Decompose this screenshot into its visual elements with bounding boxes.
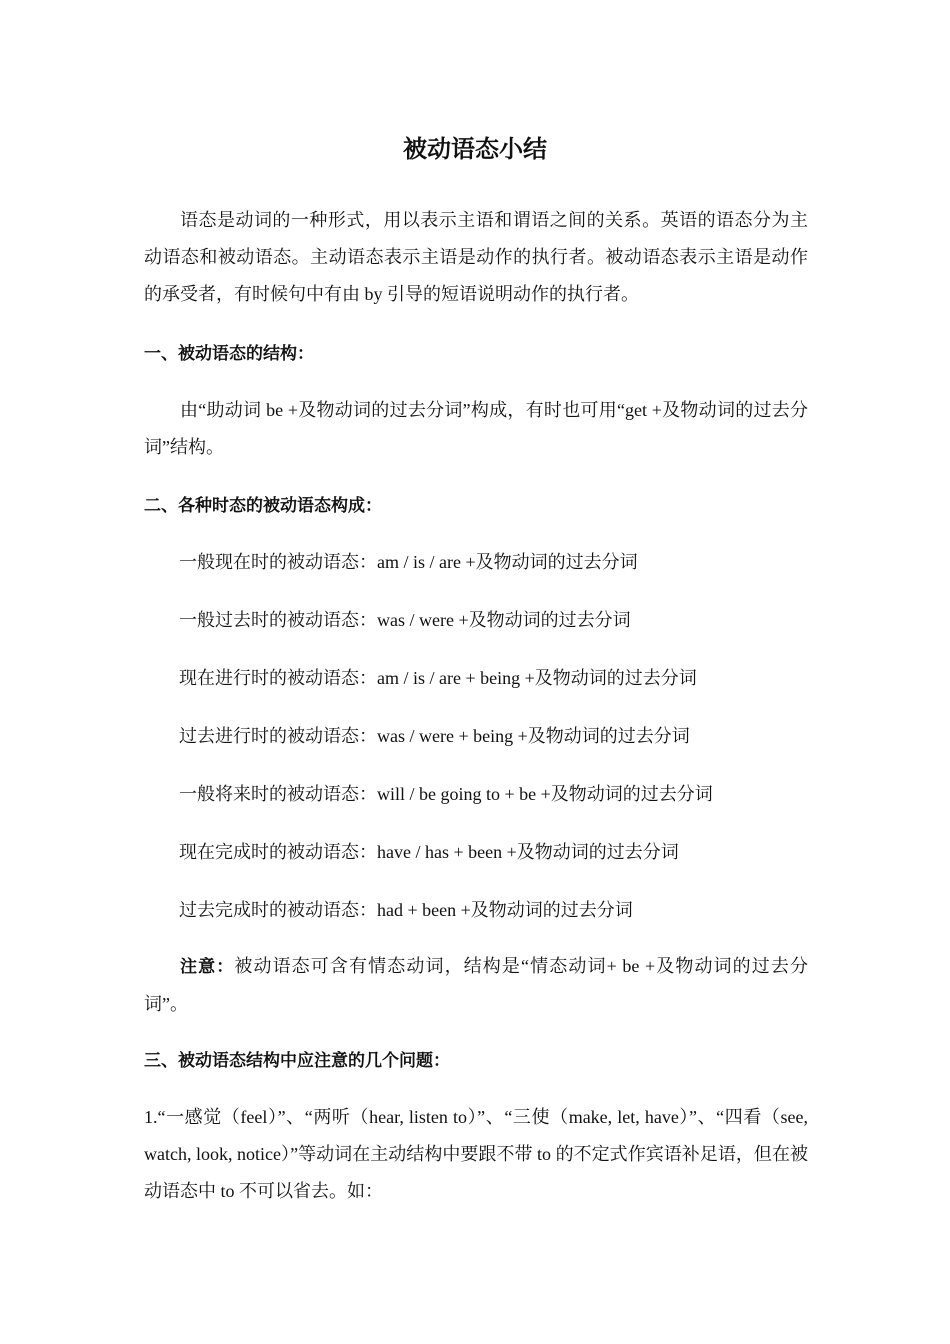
section-2-heading: 二、各种时态的被动语态构成： <box>144 496 382 516</box>
note-text: 被动语态可含有情态动词，结构是“情态动词+ be +及物动词的过去分词”。 <box>144 956 809 1014</box>
tense-line: 过去进行时的被动语态：was / were + being +及物动词的过去分词 <box>179 726 690 746</box>
section-1-heading: 一、被动语态的结构： <box>144 344 314 364</box>
section-1-body: 由“助动词 be +及物动词的过去分词”构成，有时也可用“get +及物动词的过去分词”结构。 <box>144 400 808 457</box>
tense-line: 一般过去时的被动语态：was / were +及物动词的过去分词 <box>179 610 631 630</box>
section-3-item-1: 1.“一感觉（feel）”、“两听（hear, listen to）”、“三使（make, let, have）”、“四看（see, watch, look, notice）”等动词在主动结构中要跟不带 to 的不定式作宾语补足语，但在被动语态中 to 不可以省去。如： <box>144 1107 808 1201</box>
tense-line: 一般现在时的被动语态：am / is / are +及物动词的过去分词 <box>179 552 638 572</box>
tense-line: 一般将来时的被动语态：will / be going to + be +及物动词的过去分词 <box>179 784 713 804</box>
note-label: 注意： <box>180 957 235 977</box>
tense-line: 现在进行时的被动语态：am / is / are + being +及物动词的过去分词 <box>179 668 697 688</box>
tense-line: 过去完成时的被动语态：had + been +及物动词的过去分词 <box>179 900 633 920</box>
tense-line: 现在完成时的被动语态：have / has + been +及物动词的过去分词 <box>179 842 679 862</box>
document-title: 被动语态小结 <box>403 137 547 163</box>
section-3-heading: 三、被动语态结构中应注意的几个问题： <box>144 1051 450 1071</box>
intro-paragraph: 语态是动词的一种形式，用以表示主语和谓语之间的关系。英语的语态分为主动语态和被动语态。主动语态表示主语是动作的执行者。被动语态表示主语是动作的承受者，有时候句中有由 by 引导的短语说明动作的执行者。 <box>144 210 808 304</box>
note-paragraph <box>144 948 808 1023</box>
